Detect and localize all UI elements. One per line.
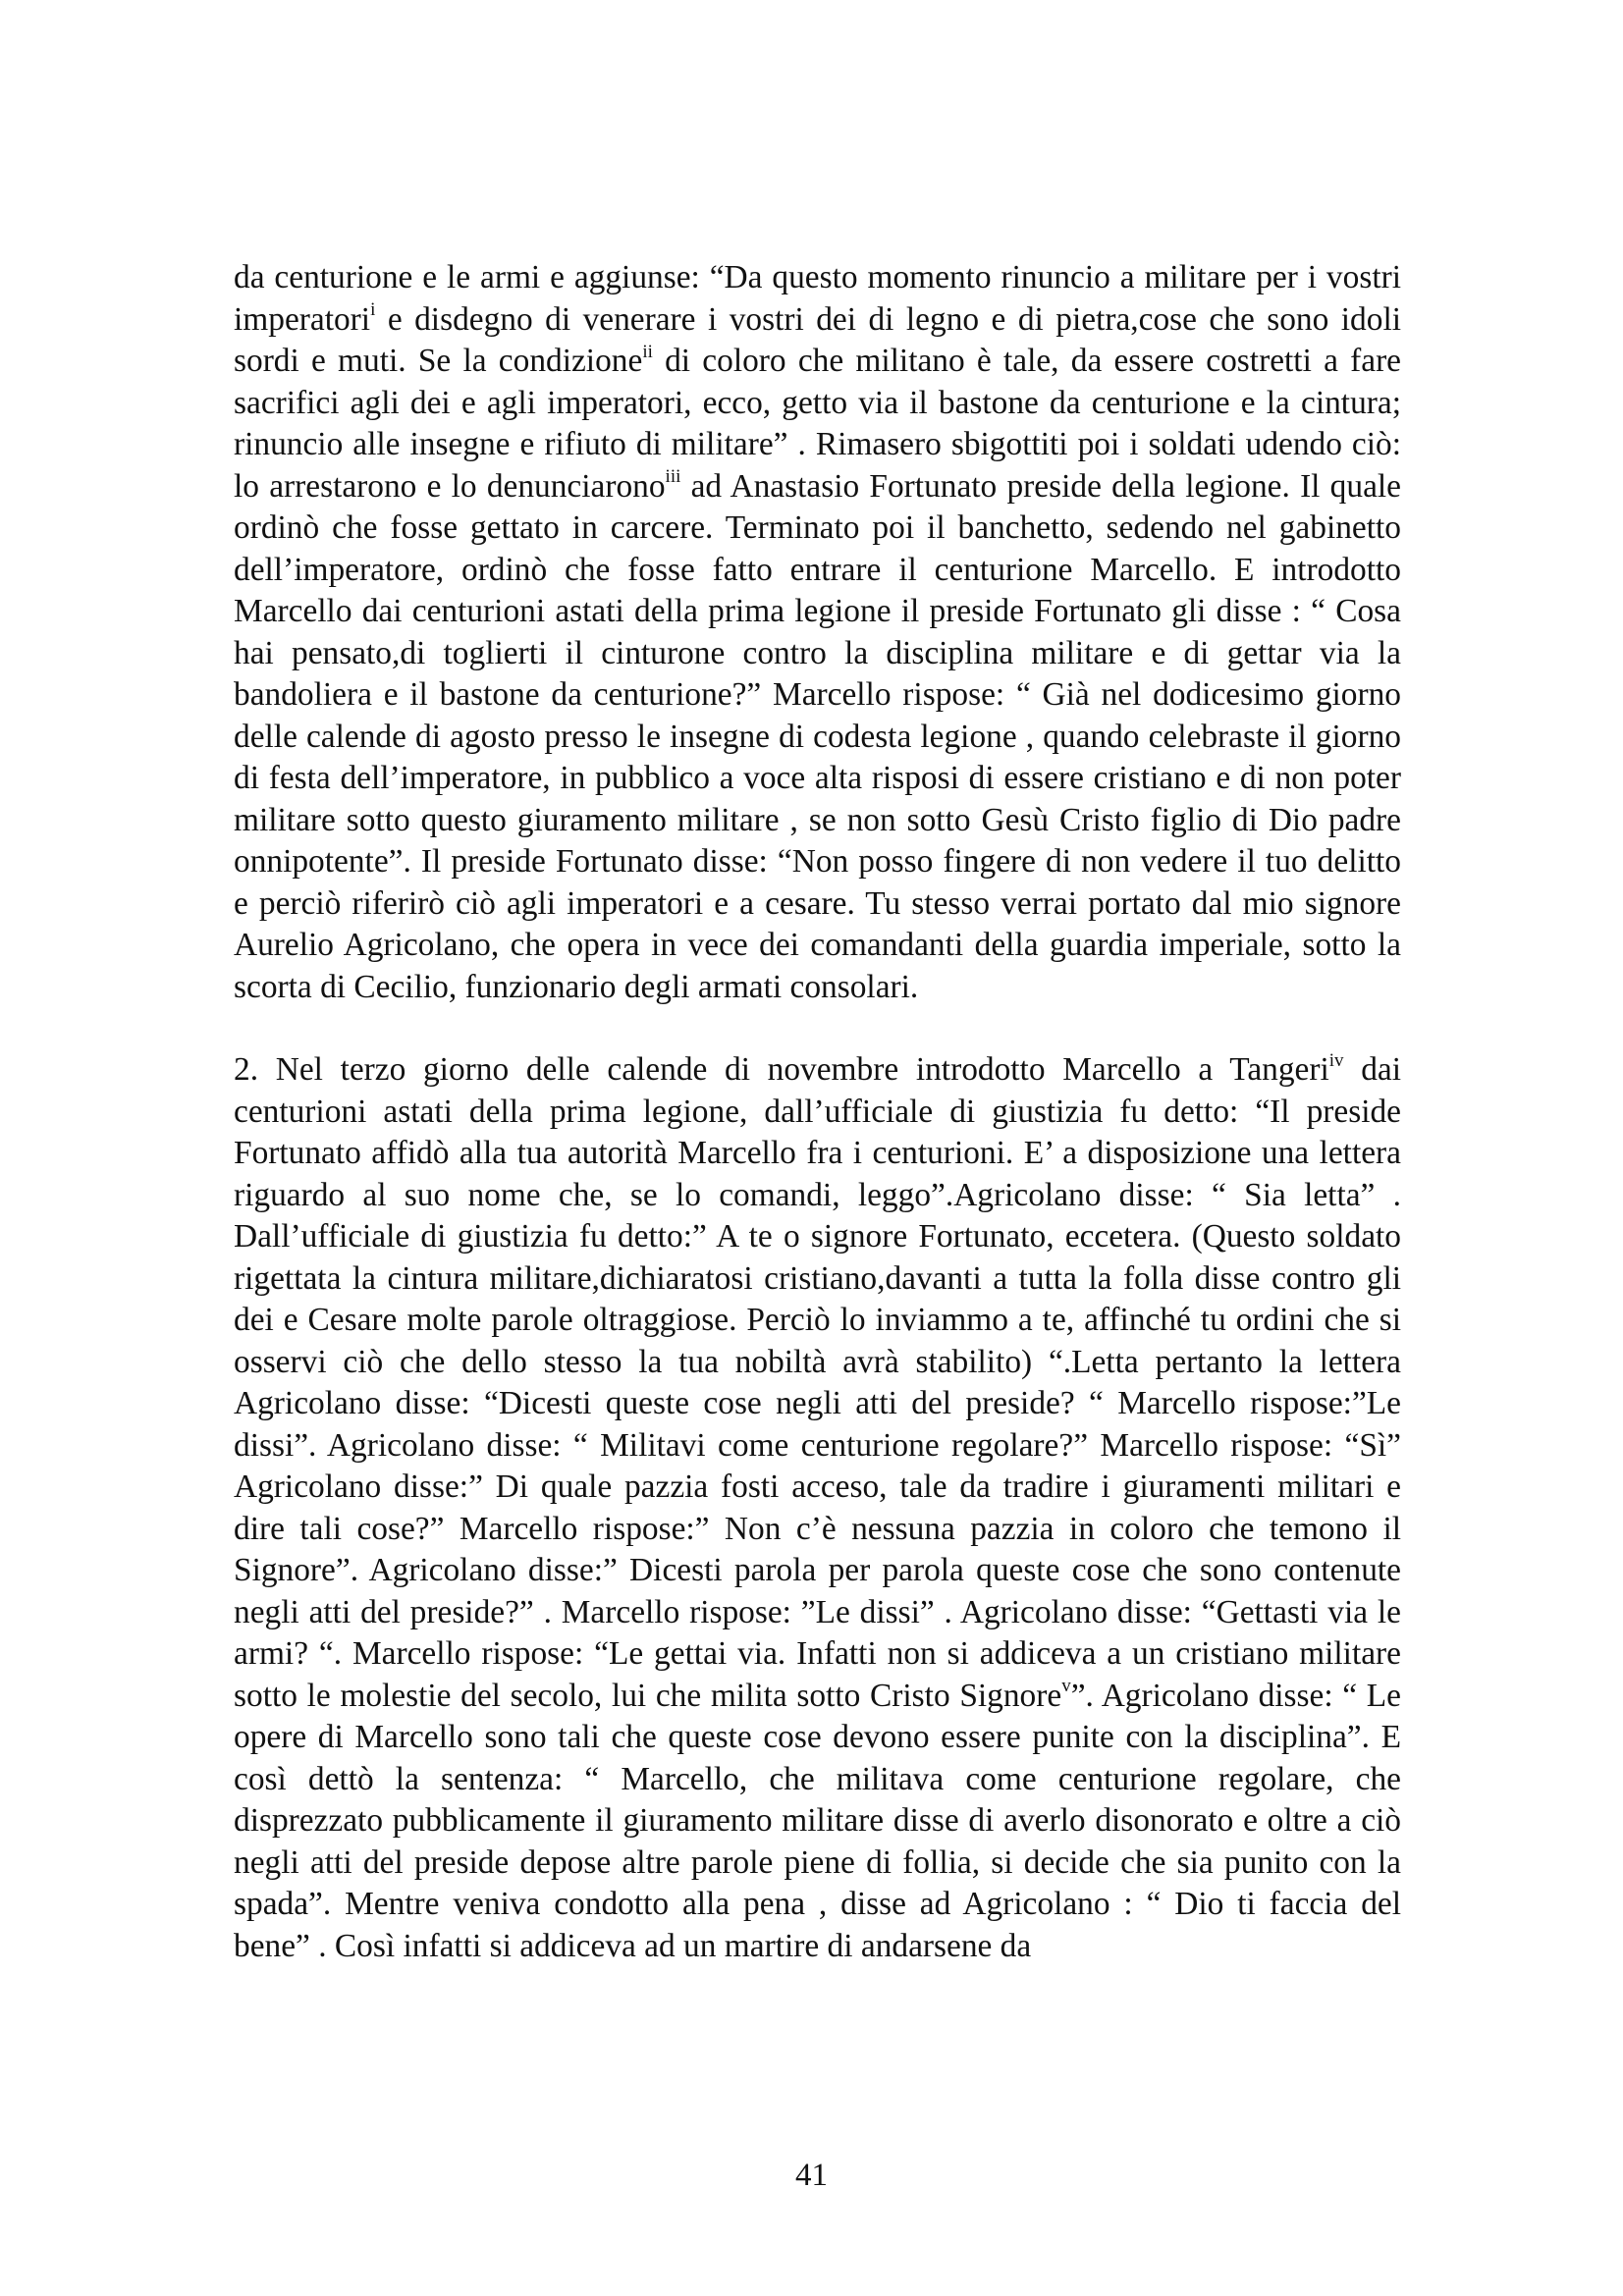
page-body bbox=[234, 257, 1401, 1967]
endnote-marker[interactable]: v bbox=[1061, 1676, 1071, 1697]
paragraph bbox=[234, 257, 1401, 1008]
endnote-marker[interactable]: iv bbox=[1328, 1049, 1344, 1071]
text-segment: ”. Agricolano disse: “ Le opere di Marcello sono tali che queste cose devono essere punite con la disciplina”. E così dettò la sentenza: “ Marcello, che militava come centurione regolare, che disprezzato pubblicamente il giuramento militare disse di averlo disonorato e oltre a ciò negli atti del preside depose altre parole piene di follia, si decide che sia punito con la spada”. Mentre veniva condotto alla pena , disse ad Agricolano : “ Dio ti faccia del bene” . Così infatti si addiceva ad un martire di andarsene da bbox=[234, 1677, 1401, 1964]
text-segment: e disdegno di venerare i vostri dei di legno e di pietra,cose che sono idoli sordi e muti. Se la condizione bbox=[234, 300, 1401, 379]
page-number: 41 bbox=[795, 2158, 828, 2193]
endnote-marker[interactable]: ii bbox=[642, 341, 653, 362]
text-segment: di coloro che militano è tale, da essere costretti a fare sacrifici agli dei e agli imperatori, ecco, getto via il bastone da centurione e la cintura; rinuncio alle insegne e rifiuto di militare” . Rimasero sbigottiti poi i soldati udendo ciò: lo arrestarono e lo denunciarono bbox=[234, 343, 1402, 505]
text-segment: da centurione e le armi e aggiunse: “Da questo momento rinuncio a militare per i vostri imperatori bbox=[234, 259, 1401, 338]
text-segment: dai centurioni astati della prima legione, dall’ufficiale di giustizia fu detto: “Il preside Fortunato affidò alla tua autorità Marcello fra i centurioni. E’ a disposizione una lettera riguardo al suo nome che, se lo comandi, leggo”.Agricolano disse: “ Sia letta” . Dall’ufficiale di giustizia fu detto:” A te o signore Fortunato, eccetera. (Questo soldato rigettata la cintura militare,dichiaratosi cristiano,davanti a tutta la folla disse contro gli dei e Cesare molte parole oltraggiose. Perciò lo inviammo a te, affinché tu ordini che si osservi ciò che dello stesso la tua nobiltà avrà stabilito) “.Letta pertanto la lettera Agricolano disse: “Dicesti queste cose negli atti del preside? “ Marcello rispose:”Le dissi”. Agricolano disse: “ Militavi come centurione regolare?” Marcello rispose: “Sì” Agricolano disse:” Di quale pazzia fosti acceso, tale da tradire i giuramenti militari e dire tali cose?” Marcello rispose:” Non c’è nessuna pazzia in coloro che temono il Signore”. Agricolano disse:” Dicesti parola per parola queste cose che sono contenute negli atti del preside?” . Marcello rispose: ”Le dissi” . Agricolano disse: “Gettasti via le armi? “. Marcello rispose: “Le gettai via. Infatti non si addiceva a un cristiano militare sotto le molestie del secolo, lui che milita sotto Cristo Signore bbox=[234, 1051, 1402, 1714]
paragraph bbox=[234, 1049, 1401, 1967]
endnote-marker[interactable]: iii bbox=[665, 466, 681, 488]
text-segment: 2. Nel terzo giorno delle calende di novembre introdotto Marcello a Tangeri bbox=[234, 1051, 1329, 1088]
endnote-marker[interactable]: i bbox=[370, 299, 376, 321]
text-segment: ad Anastasio Fortunato preside della legione. Il quale ordinò che fosse gettato in carcere. Terminato poi il banchetto, sedendo nel gabinetto dell’imperatore, ordinò che fosse fatto entrare il centurione Marcello. E introdotto Marcello dai centurioni astati della prima legione il preside Fortunato gli disse : “ Cosa hai pensato,di toglierti il cinturone contro la disciplina militare e di gettar via la bandoliera e il bastone da centurione?” Marcello rispose: “ Già nel dodicesimo giorno delle calende di agosto presso le insegne di codesta legione , quando celebraste il giorno di festa dell’imperatore, in pubblico a voce alta risposi di essere cristiano e di non poter militare sotto questo giuramento militare , se non sotto Gesù Cristo figlio di Dio padre onnipotente”. Il preside Fortunato disse: “Non posso fingere di non vedere il tuo delitto e perciò riferirò ciò agli imperatori e a cesare. Tu stesso verrai portato dal mio signore Aurelio Agricolano, che opera in vece dei comandanti della guardia imperiale, sotto la scorta di Cecilio, funzionario degli armati consolari. bbox=[234, 467, 1401, 1005]
